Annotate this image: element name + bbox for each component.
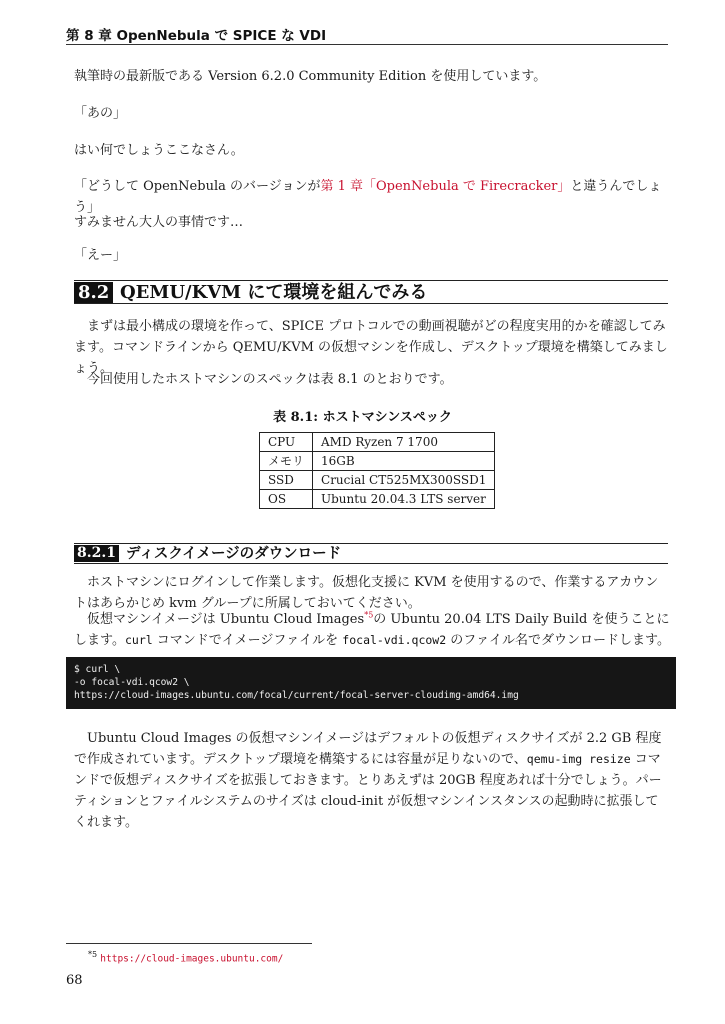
text-run: のファイル名でダウンロードします。	[446, 633, 670, 648]
subsection-number: 8.2.1	[74, 545, 119, 562]
section-title: QEMU/KVM にて環境を組んでみる	[120, 282, 428, 303]
paragraph-version: 執筆時の最新版である Version 6.2.0 Community Edition を使用しています。	[74, 69, 547, 84]
dialogue-text: 「どうして OpenNebula のバージョンが	[74, 179, 321, 194]
dialogue-text: と違うんでしょう」	[74, 179, 662, 215]
table-cell-key: メモリ	[260, 452, 313, 471]
inline-code-filename: focal-vdi.qcow2	[342, 633, 447, 647]
after-code-paragraph	[74, 728, 670, 833]
table-cell-key: OS	[260, 490, 313, 509]
footnote-mark: *5	[88, 950, 98, 959]
footnote-ref[interactable]: *5	[364, 610, 374, 620]
code-block	[66, 657, 676, 709]
subsection-title: ディスクイメージのダウンロード	[126, 545, 342, 562]
dialogue-line-2: はい何でしょうここなさん。	[74, 143, 244, 158]
subsection-paragraph-1: ホストマシンにログインして作業します。仮想化支援に KVM を使用するので、作業するアカウントはあらかじめ kvm グループに所属しておいてください。	[74, 575, 659, 611]
text-run: の Ubuntu 20.04 LTS Daily Build を使うことにします。	[74, 612, 670, 648]
code-line: -o focal-vdi.qcow2 \	[74, 677, 190, 688]
footnote-rule	[66, 943, 312, 944]
table-row	[260, 452, 495, 471]
table-caption: 表 8.1: ホストマシンスペック	[273, 410, 452, 425]
table-cell-key: SSD	[260, 471, 313, 490]
running-head: 第 8 章 OpenNebula で SPICE な VDI	[66, 28, 327, 44]
footnote	[88, 950, 283, 964]
table-row	[260, 471, 495, 490]
page-number: 68	[66, 973, 83, 988]
subsection-paragraph-2	[74, 609, 670, 651]
table-cell-value: Crucial CT525MX300SSD1	[313, 471, 495, 490]
dialogue-line-4: すみません大人の事情です…	[74, 215, 244, 230]
section-heading	[74, 280, 668, 304]
section-number: 8.2	[74, 282, 113, 303]
table-cell-value: Ubuntu 20.04.3 LTS server	[313, 490, 495, 509]
text-run: 仮想マシンイメージは Ubuntu Cloud Images	[87, 612, 365, 627]
table-cell-key: CPU	[260, 433, 313, 452]
table-cell-value: AMD Ryzen 7 1700	[313, 433, 495, 452]
subsection-heading	[74, 543, 668, 564]
table-row	[260, 490, 495, 509]
code-line: $ curl \	[74, 664, 121, 675]
dialogue-line-5: 「えー」	[74, 248, 127, 263]
table-cell-value: 16GB	[313, 452, 495, 471]
inline-code-curl: curl	[124, 633, 153, 647]
spec-table	[259, 432, 495, 509]
chapter-1-link[interactable]: 第 1 章「OpenNebula で Firecracker」	[320, 179, 571, 194]
header-rule	[66, 44, 668, 45]
section-paragraph-1: まずは最小構成の環境を作って、SPICE プロトコルでの動画視聴がどの程度実用的かを確認してみます。コマンドラインから QEMU/KVM の仮想マシンを作成し、デスクトップ環境を構築してみましょう。	[74, 319, 668, 376]
text-run: コマンドでイメージファイルを	[152, 633, 343, 648]
text-run: コマンドで仮想ディスクサイズを拡張しておきます。とりあえずは 20GB 程度あれば十分でしょう。パーティションとファイルシステムのサイズは cloud-init が仮想マシンインスタンスの起動時に拡張してくれます。	[74, 752, 662, 830]
inline-code-qemu-img: qemu-img resize	[526, 752, 631, 766]
section-paragraph-2: 今回使用したホストマシンのスペックは表 8.1 のとおりです。	[87, 372, 453, 387]
footnote-url[interactable]: https://cloud-images.ubuntu.com/	[100, 953, 284, 965]
code-line: https://cloud-images.ubuntu.com/focal/current/focal-server-cloudimg-amd64.img	[74, 690, 519, 701]
table-row	[260, 433, 495, 452]
dialogue-line-1: 「あの」	[74, 106, 127, 121]
text-run: Ubuntu Cloud Images の仮想マシンイメージはデフォルトの仮想ディスクサイズが 2.2 GB 程度で作成されています。デスクトップ環境を構築するには容量が足りないので、	[74, 731, 662, 767]
